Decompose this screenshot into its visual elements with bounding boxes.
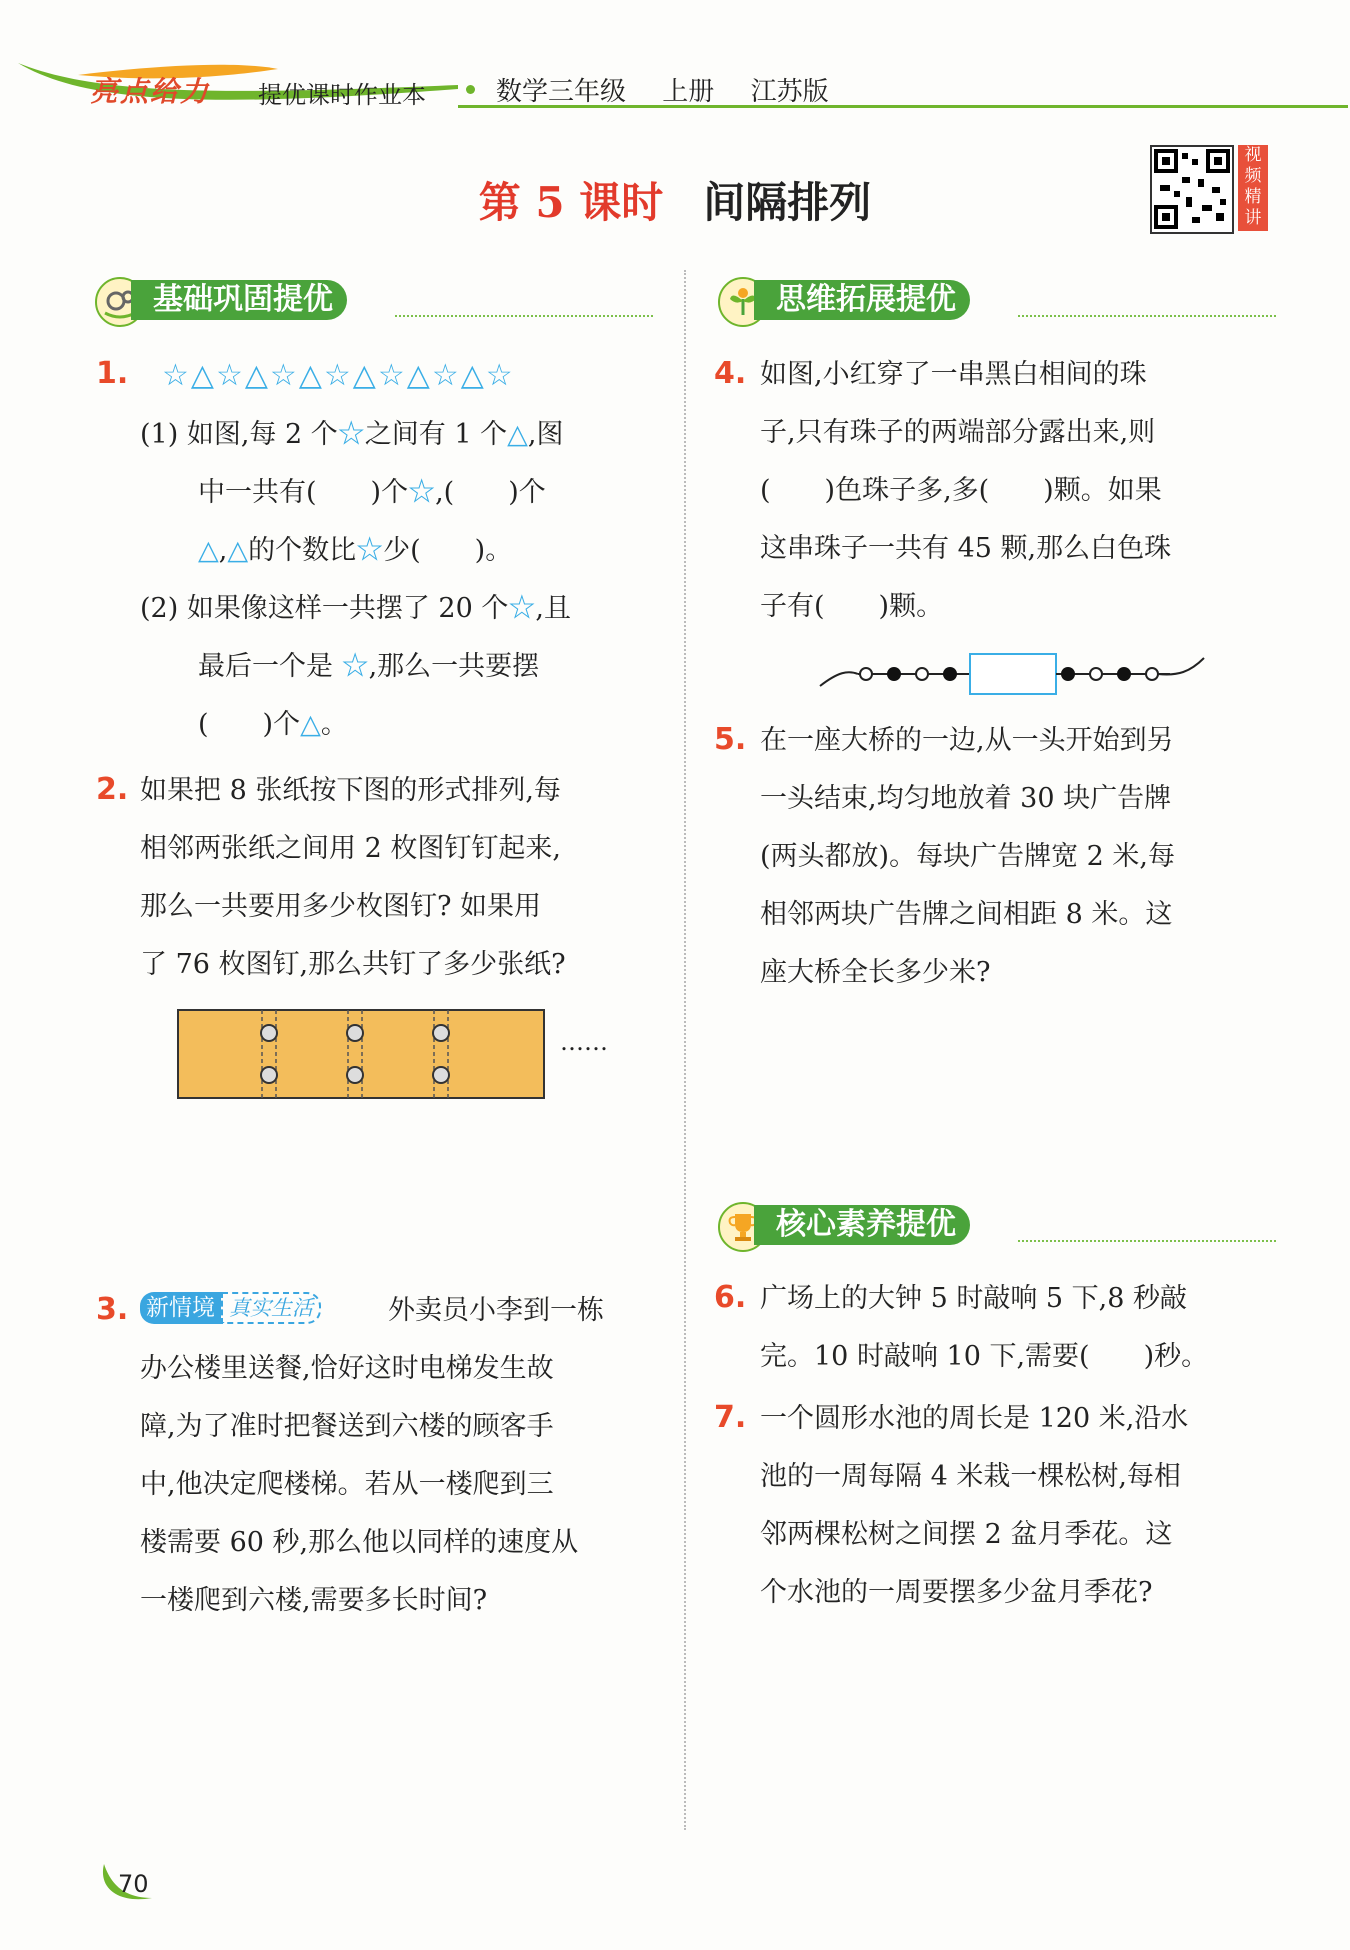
text-line: (1) 如图,每 2 个☆之间有 1 个△,图	[140, 419, 564, 450]
question-number: 4.	[714, 356, 747, 391]
text-line: (两头都放)。每块广告牌宽 2 米,每	[760, 841, 1175, 872]
star-icon: ☆	[356, 535, 384, 566]
section-thinking	[718, 277, 1278, 321]
text-line: 如果把 8 张纸按下图的形式排列,每	[140, 775, 561, 806]
text-line: 子,只有珠子的两端部分露出来,则	[760, 417, 1156, 448]
text-line: △,△的个数比☆少( )。	[198, 535, 513, 566]
star-icon: ☆	[341, 651, 369, 682]
pinned-papers-figure	[176, 1008, 548, 1102]
page-header	[18, 55, 1338, 125]
section-title: 核心素养提优	[754, 1205, 970, 1245]
text-line: 一个圆形水池的周长是 120 米,沿水	[760, 1403, 1189, 1434]
section-basic	[95, 277, 655, 321]
qr-code-icon[interactable]	[1150, 145, 1234, 234]
section-core	[718, 1202, 1278, 1246]
triangle-icon: △	[227, 535, 249, 566]
black-bead-icon	[943, 667, 957, 681]
section-rule	[1018, 1240, 1276, 1242]
lesson-title	[0, 170, 1350, 230]
star-icon: ☆	[508, 593, 536, 624]
brand-logo-text: 亮点给力	[90, 75, 211, 108]
qr-label: 视频精讲	[1238, 145, 1268, 231]
q6-text	[760, 1270, 1208, 1386]
star-icon: ☆	[408, 477, 436, 508]
text-line: 这串珠子一共有 45 颗,那么白色珠	[760, 533, 1172, 564]
black-bead-icon	[1117, 667, 1131, 681]
tag-real-life: 真实生活	[221, 1292, 321, 1324]
text-line: 一楼爬到六楼,需要多长时间?	[140, 1585, 488, 1616]
text-line: 相邻两张纸之间用 2 枚图钉钉起来,	[140, 833, 561, 864]
text-line: 邻两棵松树之间摆 2 盆月季花。这	[760, 1519, 1173, 1550]
cover-box	[970, 654, 1056, 694]
star-triangle-sequence: ☆△☆△☆△☆△☆△☆△☆	[162, 358, 515, 393]
text-line: 子有( )颗。	[760, 591, 944, 622]
section-rule	[395, 315, 653, 317]
text-line: 广场上的大钟 5 时敲响 5 下,8 秒敲	[760, 1283, 1188, 1314]
pin-icon	[347, 1025, 363, 1041]
q5-text	[760, 712, 1175, 1002]
question-number: 5.	[714, 722, 747, 757]
text-line: (2) 如果像这样一共摆了 20 个☆,且	[140, 593, 571, 624]
text-line: 楼需要 60 秒,那么他以同样的速度从	[140, 1527, 579, 1558]
pin-icon	[347, 1067, 363, 1083]
pin-icon	[261, 1025, 277, 1041]
edition: 江苏版	[750, 77, 829, 107]
triangle-icon: △	[300, 709, 321, 740]
header-dot-icon	[466, 85, 475, 94]
tag-new-scenario: 新情境	[140, 1292, 221, 1324]
header-meta	[496, 71, 857, 108]
text-line: 最后一个是 ☆,那么一共要摆	[198, 651, 540, 682]
white-bead-icon	[1146, 668, 1158, 680]
q1-part1	[140, 406, 571, 754]
triangle-icon: △	[198, 535, 219, 566]
question-number: 1.	[96, 356, 129, 391]
text-line: ( )个△。	[198, 709, 348, 740]
text-line: 池的一周每隔 4 米栽一棵松树,每相	[760, 1461, 1181, 1492]
subject: 数学三年级	[496, 77, 627, 107]
ellipsis: ……	[560, 1028, 608, 1056]
text-line: 外卖员小李到一栋	[388, 1295, 604, 1326]
question-number: 6.	[714, 1280, 747, 1315]
lesson-name: 间隔排列	[703, 178, 872, 227]
text-line: 办公楼里送餐,恰好这时电梯发生故	[140, 1353, 554, 1384]
text-line: 个水池的一周要摆多少盆月季花?	[760, 1577, 1153, 1608]
page-number: 70	[118, 1870, 149, 1898]
brand-subtitle: 提优课时作业本	[258, 81, 426, 109]
section-title: 基础巩固提优	[131, 280, 347, 320]
q7-text	[760, 1390, 1188, 1622]
text-line: 座大桥全长多少米?	[760, 957, 991, 988]
q2-text	[140, 762, 566, 994]
white-bead-icon	[860, 668, 872, 680]
question-number: 7.	[714, 1400, 747, 1435]
white-bead-icon	[1090, 668, 1102, 680]
white-bead-icon	[916, 668, 928, 680]
volume: 上册	[662, 77, 715, 107]
text-line: 相邻两块广告牌之间相距 8 米。这	[760, 899, 1173, 930]
pin-icon	[433, 1025, 449, 1041]
text-line: 完。10 时敲响 10 下,需要( )秒。	[760, 1341, 1209, 1372]
text-line: ( )色珠子多,多( )颗。如果	[760, 475, 1162, 506]
text-line: 在一座大桥的一边,从一头开始到另	[760, 725, 1174, 756]
black-bead-icon	[1061, 667, 1075, 681]
q4-text	[760, 346, 1171, 636]
column-divider	[684, 270, 686, 1830]
black-bead-icon	[887, 667, 901, 681]
text-line: 如图,小红穿了一串黑白相间的珠	[760, 359, 1147, 390]
triangle-icon: △	[507, 419, 528, 450]
bead-string-figure	[818, 650, 1208, 700]
question-number: 3.	[96, 1292, 129, 1327]
text-line: 中,他决定爬楼梯。若从一楼爬到三	[140, 1469, 554, 1500]
section-title: 思维拓展提优	[754, 280, 970, 320]
lesson-number: 第 5 课时	[478, 178, 664, 227]
q3-text	[140, 1340, 578, 1630]
text-line: 一头结束,均匀地放着 30 块广告牌	[760, 783, 1172, 814]
pin-icon	[433, 1067, 449, 1083]
text-line: 障,为了准时把餐送到六楼的顾客手	[140, 1411, 554, 1442]
section-rule	[1018, 315, 1276, 317]
question-number: 2.	[96, 772, 129, 807]
text-line: 中一共有( )个☆,( )个	[198, 477, 546, 508]
text-line: 那么一共要用多少枚图钉? 如果用	[140, 891, 542, 922]
pin-icon	[261, 1067, 277, 1083]
q3-tags	[140, 1292, 321, 1324]
star-icon: ☆	[337, 419, 365, 450]
text-line: 了 76 枚图钉,那么共钉了多少张纸?	[140, 949, 566, 980]
